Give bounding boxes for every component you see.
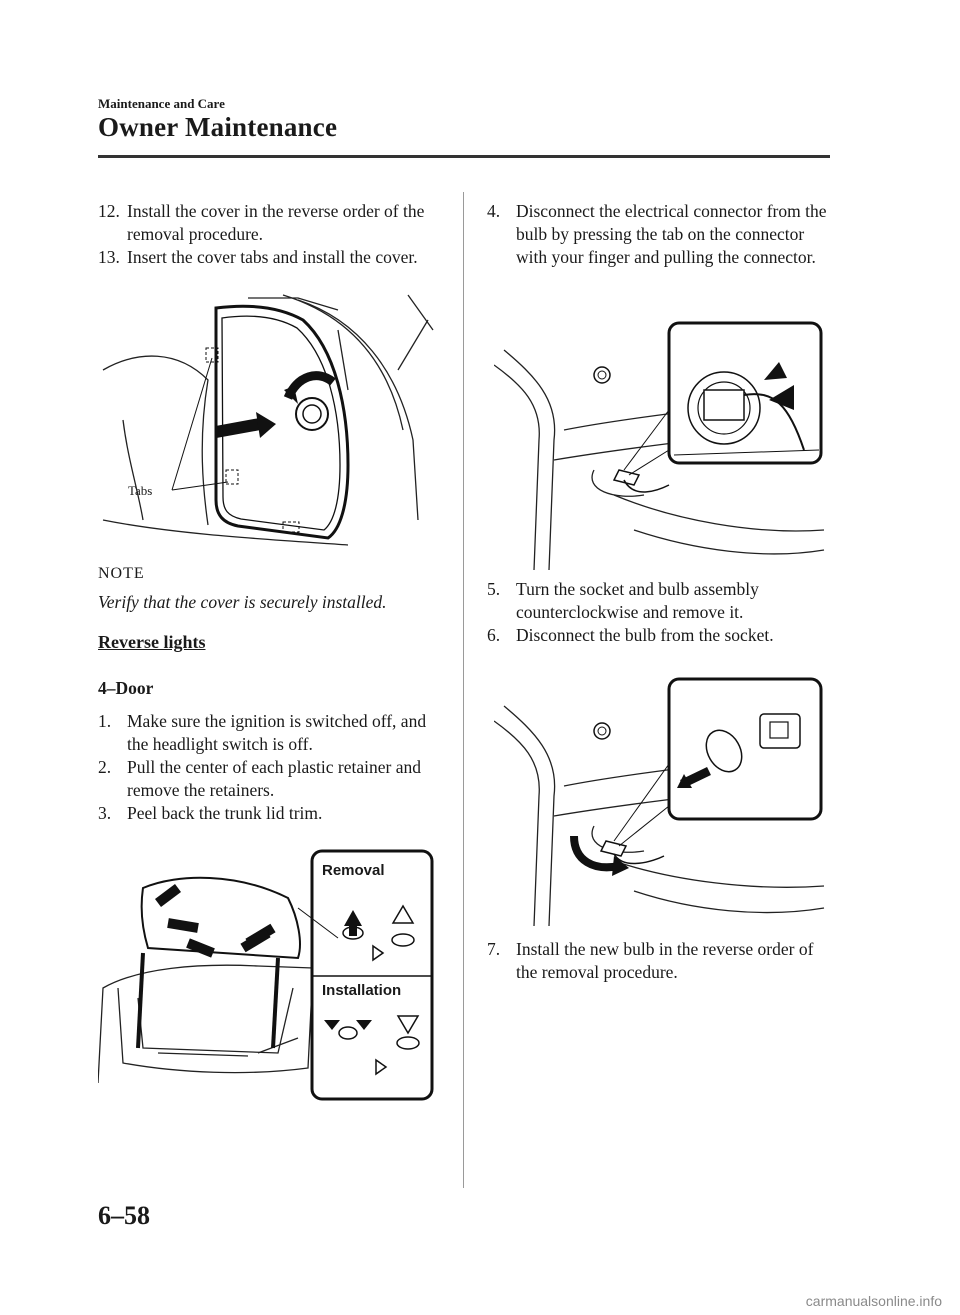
step-number: 1.	[98, 711, 112, 731]
right-step-7	[487, 938, 832, 984]
connector-disconnect-illustration	[494, 320, 834, 570]
page-title: Owner Maintenance	[98, 112, 338, 142]
step-text: Insert the cover tabs and install the cover.	[127, 247, 418, 267]
right-steps-mid	[487, 578, 832, 647]
step-text: Peel back the trunk lid trim.	[127, 803, 323, 823]
variant-heading: 4–Door	[98, 678, 154, 698]
step-number: 3.	[98, 803, 112, 823]
step-2	[98, 756, 443, 802]
step-text: Disconnect the bulb from the socket.	[516, 625, 774, 645]
trunk-lid-trim-illustration	[98, 848, 438, 1103]
right-step-4	[487, 200, 832, 269]
step-5	[487, 578, 832, 624]
column-divider	[463, 192, 464, 1188]
subsection-heading: Reverse lights	[98, 632, 206, 652]
inset-label-removal: Removal	[322, 862, 385, 879]
step-text: Disconnect the electrical connector from the bulb by pressing the tab on the connector with your finger and pulling the connector.	[516, 201, 827, 267]
step-text: Install the new bulb in the reverse order of the removal procedure.	[516, 939, 814, 982]
step-text: Turn the socket and bulb assembly counterclockwise and remove it.	[516, 579, 759, 622]
step-12	[98, 200, 443, 246]
step-number: 6.	[487, 625, 501, 645]
step-text: Pull the center of each plastic retainer and remove the retainers.	[127, 757, 421, 800]
note-block	[98, 562, 443, 614]
bulb-removal-illustration	[494, 676, 834, 926]
step-number: 5.	[487, 579, 501, 599]
step-text: Install the cover in the reverse order of the removal procedure.	[127, 201, 425, 244]
watermark[interactable]: carmanualsonline.info	[805, 1293, 942, 1309]
step-number: 12.	[98, 201, 120, 221]
step-3	[98, 802, 443, 825]
step-number: 7.	[487, 939, 501, 959]
note-text: Verify that the cover is securely installed.	[98, 592, 387, 612]
section-label: Maintenance and Care	[98, 96, 225, 111]
inset-label-installation: Installation	[322, 982, 402, 999]
note-heading: NOTE	[98, 565, 145, 582]
step-4	[487, 200, 832, 269]
figure-label-tabs: Tabs	[128, 483, 153, 498]
step-13	[98, 246, 443, 269]
step-number: 4.	[487, 201, 501, 221]
step-6	[487, 624, 832, 647]
header-rule	[98, 155, 830, 158]
step-7	[487, 938, 832, 984]
left-steps-top	[98, 200, 443, 269]
left-steps	[98, 710, 443, 825]
step-text: Make sure the ignition is switched off, and the headlight switch is off.	[127, 711, 427, 754]
step-1	[98, 710, 443, 756]
step-number: 13.	[98, 247, 120, 267]
page-number: 6–58	[98, 1201, 150, 1230]
step-number: 2.	[98, 757, 112, 777]
cover-install-illustration	[98, 290, 438, 550]
